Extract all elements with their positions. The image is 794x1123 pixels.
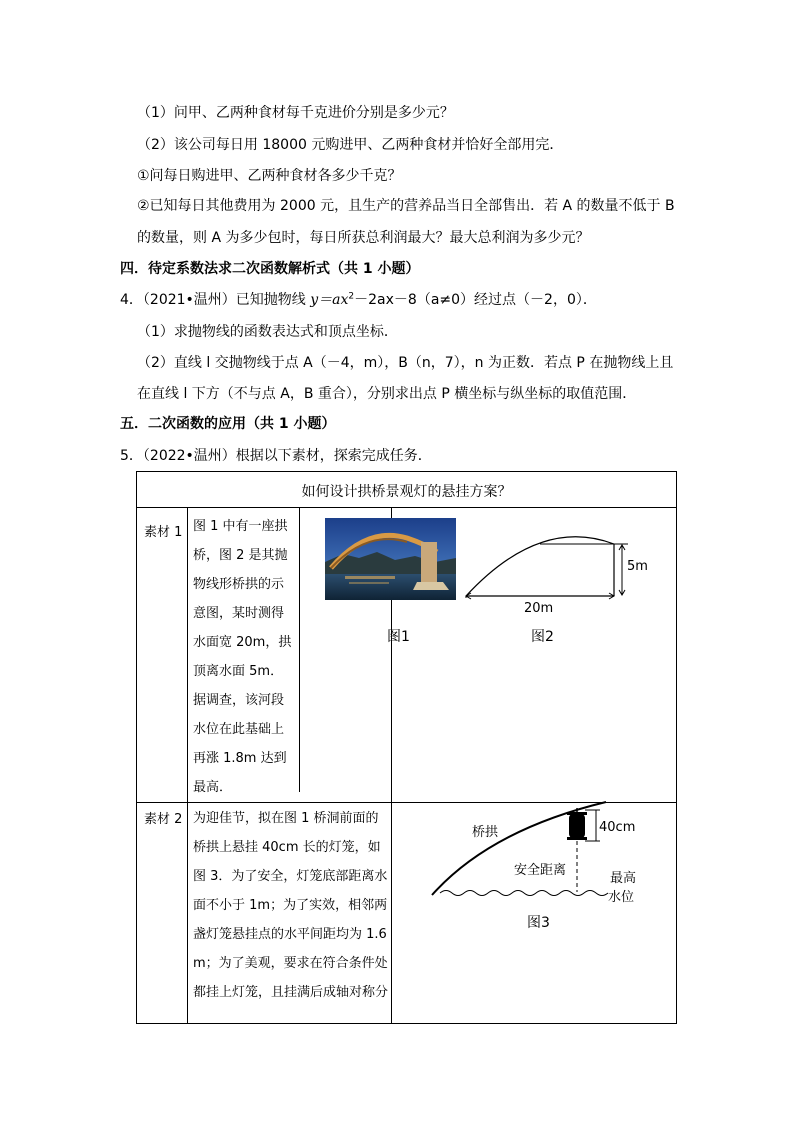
- material2-text-cell: [188, 803, 392, 1024]
- section4-title: 四．待定系数法求二次函数解析式（共 1 小题）: [120, 261, 420, 277]
- fig3-level-label-b: 水位: [608, 890, 635, 905]
- q4-sub2-b: 在直线 l 下方（不与点 A，B 重合），分别求出点 P 横坐标与纵坐标的取值范围．: [137, 386, 637, 402]
- q3-sub2-1: ①问每日购进甲、乙两种食材各多少千克？: [137, 168, 402, 184]
- fig3-lantern-diagram: [420, 800, 660, 935]
- fig3-caption: 图3: [527, 915, 550, 931]
- q4-sub1: （1）求抛物线的函数表达式和顶点坐标．: [137, 324, 398, 340]
- q5-stem: 5．（2022•温州）根据以下素材，探索完成任务．: [120, 448, 432, 464]
- fig3-arch-label: 桥拱: [472, 825, 499, 840]
- q3-sub2-2-b: 的数量，则 A 为多少包时，每日所获总利润最大？最大总利润为多少元？: [137, 230, 590, 246]
- col-divider-2: [391, 793, 392, 1013]
- material1-label-cell: [137, 508, 188, 803]
- material2-text: 为迎佳节，拟在图 1 桥洞前面的桥拱上悬挂 40cm 长的灯笼，如图 3．为了安全，灯笼底部距离水面不小于 1m；为了实效，相邻两盏灯笼悬挂点的水平间距均为 1.6m；为了美观，要求在符合条件处都挂上灯笼，且挂满后成轴对称分: [193, 811, 389, 1000]
- fig3-lantern: [569, 814, 585, 838]
- fig2-arch-curve: [466, 537, 614, 596]
- material1-label: 素材 1: [144, 525, 183, 540]
- fig2-caption: 图2: [531, 629, 554, 645]
- table-header-text: 如何设计拱桥景观灯的悬挂方案？: [301, 484, 512, 500]
- material2-label: 素材 2: [144, 812, 183, 827]
- fig1-bridge-photo: [325, 518, 456, 600]
- q4-stem: [120, 290, 597, 310]
- fig2-height-label: 5m: [627, 559, 648, 574]
- q4-stem-prefix: 4．（2021•温州）已知抛物线: [120, 292, 311, 308]
- q4-formula-exp: 2: [348, 291, 355, 302]
- fig3-level-label-a: 最高: [610, 871, 637, 886]
- fig2-width-label: 20m: [524, 601, 554, 616]
- fig3-lantern-label: 40cm: [599, 820, 636, 835]
- q3-sub2-2-a: ②已知每日其他费用为 2000 元，且生产的营养品当日全部售出．若 A 的数量不低于 B: [137, 198, 675, 214]
- q4-formula-a: y＝ax: [310, 292, 349, 308]
- table-header: [137, 472, 677, 508]
- fig3-water-line: [440, 891, 608, 896]
- section5-title: 五．二次函数的应用（共 1 小题）: [120, 416, 336, 432]
- q4-sub2-a: （2）直线 l 交抛物线于点 A（－4，m），B（n，7），n 为正数．若点 P 在抛物线上且: [137, 355, 674, 371]
- material1-text: 图 1 中有一座拱桥，图 2 是其抛物线形桥拱的示意图，某时测得水面宽 20m，拱顶离水面 5m．据调查，该河段水位在此基础上再涨 1.8m 达到最高．: [193, 519, 292, 795]
- material2-label-cell: [137, 803, 188, 1024]
- col-divider-1: [299, 508, 300, 792]
- fig2-arch-diagram: [460, 536, 660, 616]
- fig3-safe-label: 安全距离: [514, 863, 567, 878]
- q4-stem-suffix: 经过点（－2，0）．: [474, 292, 597, 308]
- q4-formula-b: －2ax－8（a≠0）: [354, 292, 475, 308]
- q3-sub2: （2）该公司每日用 18000 元购进甲、乙两种食材并恰好全部用完．: [137, 137, 564, 153]
- q3-sub1: （1）问甲、乙两种食材每千克进价分别是多少元？: [137, 105, 454, 121]
- fig1-caption: 图1: [387, 629, 410, 645]
